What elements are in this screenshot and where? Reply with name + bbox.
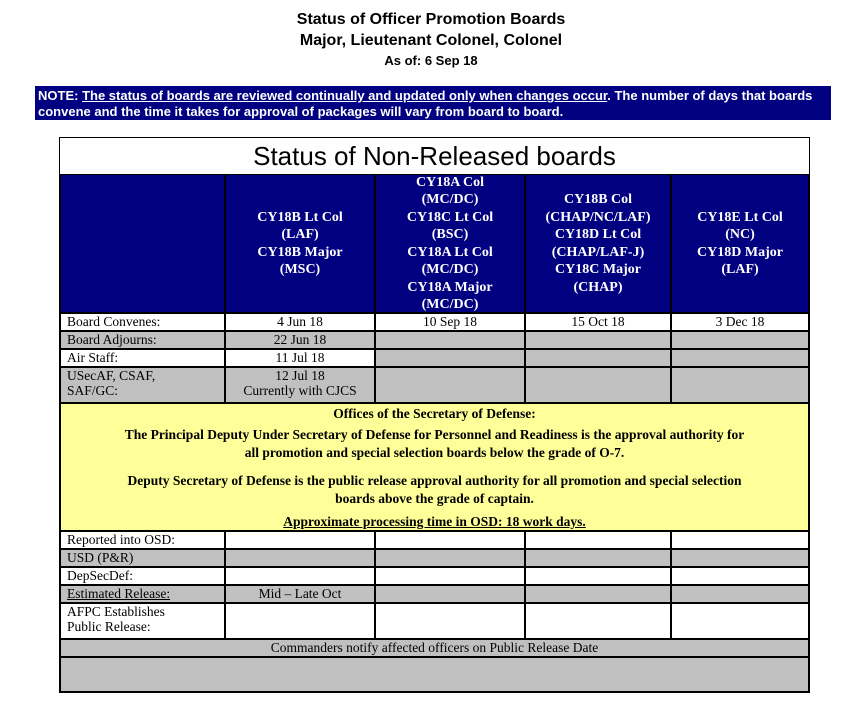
table-cell bbox=[525, 585, 671, 603]
column-header: CY18B Lt Col (LAF) CY18B Major (MSC) bbox=[225, 174, 375, 313]
table-cell: 12 Jul 18 Currently with CJCS bbox=[225, 367, 375, 403]
row-label: Air Staff: bbox=[60, 349, 225, 367]
table-cell bbox=[375, 549, 525, 567]
table-cell: 3 Dec 18 bbox=[671, 313, 809, 331]
table-cell bbox=[375, 603, 525, 639]
header-corner-cell bbox=[60, 174, 225, 313]
table-cell: 15 Oct 18 bbox=[525, 313, 671, 331]
note-banner bbox=[35, 86, 831, 120]
table-cell: 4 Jun 18 bbox=[225, 313, 375, 331]
osd-heading: Offices of the Secretary of Defense: bbox=[333, 406, 536, 421]
table-cell bbox=[671, 331, 809, 349]
table-cell bbox=[525, 331, 671, 349]
table-cell: 11 Jul 18 bbox=[225, 349, 375, 367]
as-of-date: As of: 6 Sep 18 bbox=[384, 53, 478, 68]
table-cell bbox=[671, 549, 809, 567]
table-cell bbox=[375, 349, 525, 367]
table-cell bbox=[525, 567, 671, 585]
note-underlined-text: The status of boards are reviewed continually and updated only when changes occur bbox=[82, 88, 608, 103]
table-cell bbox=[225, 531, 375, 549]
table-cell bbox=[375, 567, 525, 585]
table-cell bbox=[225, 603, 375, 639]
column-header: CY18B Col (CHAP/NC/LAF) CY18D Lt Col (CHAP/LAF-J) CY18C Major (CHAP) bbox=[525, 174, 671, 313]
row-label: Board Convenes: bbox=[60, 313, 225, 331]
row-label: USecAF, CSAF, SAF/GC: bbox=[60, 367, 225, 403]
row-label: USD (P&R) bbox=[60, 549, 225, 567]
table-cell: 22 Jun 18 bbox=[225, 331, 375, 349]
page-title: Status of Officer Promotion Boards bbox=[296, 11, 566, 28]
osd-para-2: Deputy Secretary of Defense is the public release approval authority for all promotion and special selection boards above the grade of captain. bbox=[127, 473, 742, 506]
osd-processing-time: Approximate processing time in OSD: 18 work days. bbox=[283, 514, 586, 529]
osd-para-1: The Principal Deputy Under Secretary of Defense for Personnel and Readiness is the approval authority for all promotion and special selection boards below the grade of O-7. bbox=[124, 427, 745, 460]
table-cell bbox=[375, 367, 525, 403]
note-label: NOTE: bbox=[38, 88, 79, 103]
table-cell bbox=[671, 349, 809, 367]
table-cell bbox=[671, 367, 809, 403]
table-cell: Mid – Late Oct bbox=[225, 585, 375, 603]
table-cell bbox=[671, 585, 809, 603]
column-header: CY18E Lt Col (NC) CY18D Major (LAF) bbox=[671, 174, 809, 313]
table-cell bbox=[525, 367, 671, 403]
footer-blank-row bbox=[60, 657, 809, 692]
table-cell bbox=[375, 585, 525, 603]
row-label: DepSecDef: bbox=[60, 567, 225, 585]
table-cell bbox=[225, 567, 375, 585]
table-cell bbox=[525, 603, 671, 639]
table-cell bbox=[525, 549, 671, 567]
row-label: Board Adjourns: bbox=[60, 331, 225, 349]
page-subtitle: Major, Lieutenant Colonel, Colonel bbox=[299, 32, 563, 49]
osd-info-box bbox=[60, 403, 809, 531]
row-label: Estimated Release: bbox=[60, 585, 225, 603]
table-cell bbox=[375, 331, 525, 349]
table-cell bbox=[525, 531, 671, 549]
note-rest-text: . The number of days that boards convene and the time it takes for approval of packages will vary from board to board. bbox=[38, 88, 813, 119]
footer-note: Commanders notify affected officers on Public Release Date bbox=[60, 639, 809, 657]
table-cell bbox=[375, 531, 525, 549]
table-cell bbox=[225, 549, 375, 567]
table-title: Status of Non-Released boards bbox=[253, 141, 616, 171]
column-header: CY18A Col (MC/DC) CY18C Lt Col (BSC) CY18A Lt Col (MC/DC) CY18A Major (MC/DC) bbox=[375, 174, 525, 313]
row-label: Reported into OSD: bbox=[60, 531, 225, 549]
table-cell bbox=[525, 349, 671, 367]
table-cell bbox=[671, 531, 809, 549]
row-label: AFPC Establishes Public Release: bbox=[60, 603, 225, 639]
table-cell bbox=[671, 567, 809, 585]
table-cell bbox=[671, 603, 809, 639]
table-cell: 10 Sep 18 bbox=[375, 313, 525, 331]
